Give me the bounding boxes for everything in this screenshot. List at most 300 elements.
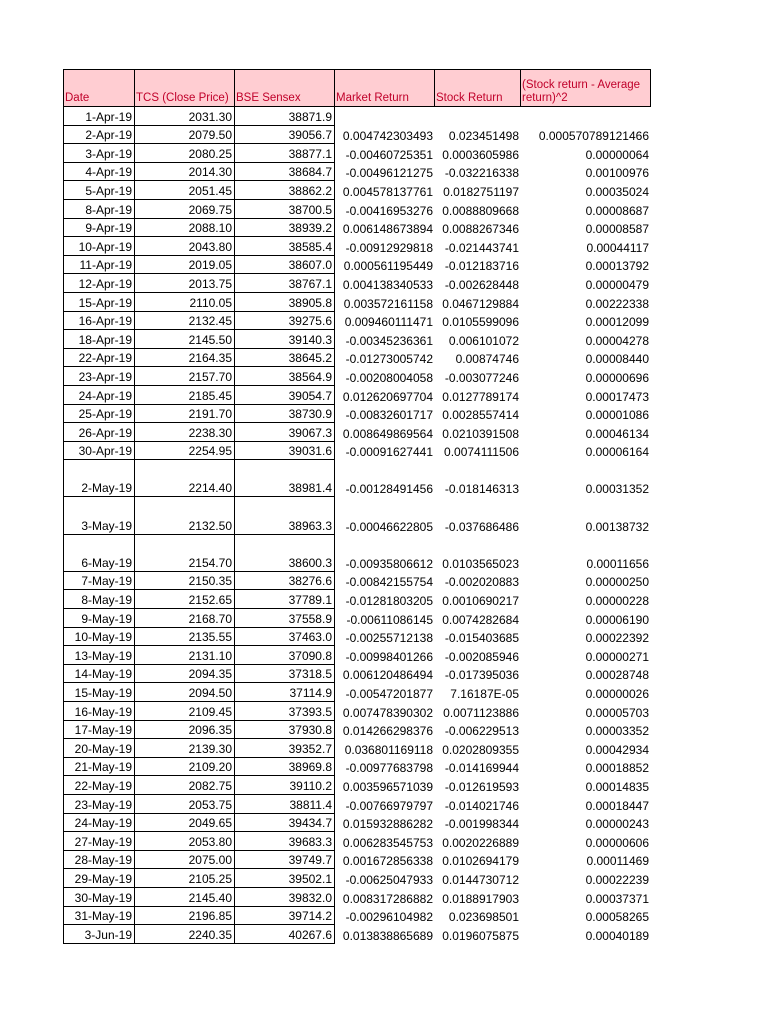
sensex-cell[interactable]: 39275.6 [235, 312, 335, 331]
tcs-close-cell[interactable]: 2105.25 [135, 869, 235, 888]
sensex-cell[interactable]: 39110.2 [235, 776, 335, 795]
stock-return-cell[interactable]: -0.014021746 [444, 798, 519, 813]
date-cell[interactable]: 26-Apr-19 [63, 423, 135, 442]
stock-return-cell[interactable]: 0.0020226889 [442, 835, 519, 850]
sensex-cell[interactable]: 38700.5 [235, 200, 335, 219]
stock-return-cell[interactable]: 0.0074282684 [442, 612, 519, 627]
squared-deviation-cell[interactable]: 0.00003352 [585, 724, 649, 739]
date-cell[interactable]: 10-May-19 [63, 628, 135, 647]
table-row [63, 330, 651, 349]
tcs-close-cell[interactable]: 2075.00 [135, 851, 235, 870]
squared-deviation-cell[interactable]: 0.00031352 [585, 482, 649, 497]
market-return-cell[interactable]: 0.004138340533 [342, 277, 433, 292]
sensex-cell[interactable]: 38871.9 [235, 107, 335, 126]
market-return-cell[interactable]: -0.00766979797 [345, 798, 433, 813]
table-row [63, 367, 651, 386]
table-row [63, 851, 651, 870]
date-cell[interactable]: 15-Apr-19 [63, 293, 135, 312]
stock-return-cell[interactable]: -0.002085946 [444, 649, 519, 664]
tcs-close-cell[interactable]: 2051.45 [135, 181, 235, 200]
tcs-close-cell[interactable]: 2110.05 [135, 293, 235, 312]
stock-return-cell[interactable]: -0.017395036 [444, 668, 519, 683]
tcs-close-cell[interactable]: 2096.35 [135, 721, 235, 740]
table-row [63, 683, 651, 702]
date-cell[interactable]: 23-May-19 [63, 795, 135, 814]
squared-deviation-cell[interactable]: 0.00000228 [585, 594, 649, 609]
table-body [63, 107, 651, 944]
sensex-cell[interactable]: 39683.3 [235, 832, 335, 851]
squared-deviation-cell[interactable]: 0.00001086 [585, 408, 649, 423]
stock-return-cell[interactable]: 0.0003605986 [442, 147, 519, 162]
stock-return-cell[interactable]: 0.023698501 [448, 910, 519, 925]
sensex-cell[interactable]: 37114.9 [235, 683, 335, 702]
date-cell[interactable]: 9-Apr-19 [63, 219, 135, 238]
tcs-close-cell[interactable]: 2109.45 [135, 702, 235, 721]
header-market-return[interactable]: Market Return [335, 69, 435, 107]
stock-return-cell[interactable]: 0.0105599096 [442, 315, 519, 330]
tcs-close-cell[interactable]: 2238.30 [135, 423, 235, 442]
table-row [63, 163, 651, 182]
market-return-cell[interactable]: -0.00046622805 [345, 519, 433, 534]
table-row [63, 869, 651, 888]
table-row [63, 293, 651, 312]
tcs-close-cell[interactable]: 2150.35 [135, 572, 235, 591]
sensex-cell[interactable]: 37318.5 [235, 665, 335, 684]
table-row [63, 423, 651, 442]
table-row [63, 144, 651, 163]
stock-return-cell[interactable]: 0.0202809355 [442, 742, 519, 757]
stock-return-cell[interactable]: 0.0088267346 [442, 222, 519, 237]
date-cell[interactable]: 29-May-19 [63, 869, 135, 888]
market-return-cell[interactable]: -0.01281803205 [345, 594, 433, 609]
sensex-cell[interactable]: 38939.2 [235, 219, 335, 238]
market-return-cell[interactable]: -0.00496121275 [345, 166, 433, 181]
squared-deviation-cell[interactable]: 0.00006164 [585, 445, 649, 460]
stock-return-cell[interactable]: 0.0127789174 [442, 389, 519, 404]
date-cell[interactable]: 3-May-19 [63, 497, 135, 534]
date-cell[interactable]: 25-Apr-19 [63, 405, 135, 424]
date-cell[interactable]: 22-Apr-19 [63, 349, 135, 368]
tcs-close-cell[interactable]: 2080.25 [135, 144, 235, 163]
tcs-close-cell[interactable]: 2088.10 [135, 219, 235, 238]
tcs-close-cell[interactable]: 2191.70 [135, 405, 235, 424]
market-return-cell[interactable]: -0.00296104982 [345, 910, 433, 925]
squared-deviation-cell[interactable]: 0.00000696 [585, 370, 649, 385]
stock-return-cell[interactable]: 0.0144730712 [442, 872, 519, 887]
date-cell[interactable]: 8-Apr-19 [63, 200, 135, 219]
stock-return-cell[interactable] [435, 107, 521, 126]
market-return-cell[interactable]: -0.00460725351 [345, 147, 433, 162]
squared-deviation-cell[interactable]: 0.00018852 [585, 761, 649, 776]
table-row [63, 312, 651, 331]
date-cell[interactable]: 6-May-19 [63, 535, 135, 572]
table-row [63, 107, 651, 126]
sensex-cell[interactable]: 39714.2 [235, 907, 335, 926]
table-row [63, 386, 651, 405]
sensex-cell[interactable]: 38684.7 [235, 163, 335, 182]
market-return-cell[interactable]: -0.00912929818 [345, 240, 433, 255]
date-cell[interactable]: 22-May-19 [63, 776, 135, 795]
tcs-close-cell[interactable]: 2069.75 [135, 200, 235, 219]
sensex-cell[interactable]: 39054.7 [235, 386, 335, 405]
tcs-close-cell[interactable]: 2019.05 [135, 256, 235, 275]
table-row [63, 200, 651, 219]
table-row [63, 814, 651, 833]
stock-return-cell[interactable]: -0.014169944 [444, 761, 519, 776]
squared-deviation-cell[interactable]: 0.00008440 [585, 352, 649, 367]
stock-return-cell[interactable]: 0.00874746 [455, 352, 519, 367]
market-return-cell[interactable]: -0.01273005742 [345, 352, 433, 367]
date-cell[interactable]: 16-May-19 [63, 702, 135, 721]
squared-deviation-cell[interactable]: 0.00000250 [585, 575, 649, 590]
market-return-cell[interactable]: 0.013838865689 [342, 928, 433, 943]
market-return-cell[interactable]: -0.00091627441 [345, 445, 433, 460]
date-cell[interactable]: 27-May-19 [63, 832, 135, 851]
stock-return-cell[interactable]: 0.023451498 [448, 129, 519, 144]
squared-deviation-cell[interactable]: 0.00011469 [586, 854, 649, 869]
date-cell[interactable]: 14-May-19 [63, 665, 135, 684]
market-return-cell[interactable]: -0.00345236361 [345, 333, 433, 348]
table-row [63, 758, 651, 777]
market-return-cell[interactable]: -0.00625047933 [345, 872, 433, 887]
date-cell[interactable]: 8-May-19 [63, 590, 135, 609]
sensex-cell[interactable]: 38730.9 [235, 405, 335, 424]
tcs-close-cell[interactable]: 2079.50 [135, 126, 235, 145]
squared-deviation-cell[interactable]: 0.00000026 [585, 687, 649, 701]
table-row [63, 256, 651, 275]
tcs-close-cell[interactable]: 2094.35 [135, 665, 235, 684]
tcs-close-cell[interactable]: 2132.50 [135, 497, 235, 534]
squared-deviation-cell[interactable]: 0.00000064 [585, 147, 649, 162]
squared-deviation-cell[interactable]: 0.00042934 [585, 742, 649, 757]
sensex-cell[interactable]: 37090.8 [235, 646, 335, 665]
stock-return-cell[interactable]: 7.16187E-05 [450, 687, 519, 701]
table-row [63, 442, 651, 461]
sensex-cell[interactable]: 39140.3 [235, 330, 335, 349]
header-tcs-close-price[interactable]: TCS (Close Price) [135, 69, 235, 107]
squared-deviation-cell[interactable]: 0.00028748 [585, 668, 649, 683]
market-return-cell[interactable]: 0.006283545753 [342, 835, 433, 850]
stock-return-cell[interactable]: 0.006101072 [448, 333, 519, 348]
squared-deviation-cell[interactable]: 0.00022239 [585, 872, 649, 887]
sensex-cell[interactable]: 38585.4 [235, 237, 335, 256]
tcs-close-cell[interactable]: 2131.10 [135, 646, 235, 665]
tcs-close-cell[interactable]: 2254.95 [135, 442, 235, 461]
stock-return-cell[interactable]: -0.015403685 [444, 631, 519, 646]
squared-deviation-cell[interactable]: 0.00012099 [585, 315, 649, 330]
sensex-cell[interactable]: 38811.4 [235, 795, 335, 814]
squared-deviation-cell[interactable]: 0.00017473 [585, 389, 649, 404]
table-row [63, 590, 651, 609]
table-row [63, 274, 651, 293]
market-return-cell[interactable]: -0.00128491456 [345, 482, 433, 497]
table-row [63, 925, 651, 944]
sensex-cell[interactable]: 38607.0 [235, 256, 335, 275]
sensex-cell[interactable]: 38645.2 [235, 349, 335, 368]
stock-return-cell[interactable]: 0.0103565023 [442, 556, 519, 571]
sensex-cell[interactable]: 38564.9 [235, 367, 335, 386]
market-return-cell[interactable]: -0.00842155754 [345, 575, 433, 590]
stock-return-cell[interactable]: -0.002020883 [444, 575, 519, 590]
tcs-close-cell[interactable]: 2014.30 [135, 163, 235, 182]
squared-deviation-cell[interactable]: 0.00000271 [585, 649, 649, 664]
stock-return-cell[interactable]: 0.0188917903 [442, 891, 519, 906]
sensex-cell[interactable]: 38877.1 [235, 144, 335, 163]
tcs-close-cell[interactable]: 2154.70 [135, 535, 235, 572]
date-cell[interactable]: 4-Apr-19 [63, 163, 135, 182]
date-cell[interactable]: 31-May-19 [63, 907, 135, 926]
squared-deviation-cell[interactable]: 0.00035024 [585, 184, 649, 199]
sensex-cell[interactable]: 39749.7 [235, 851, 335, 870]
market-return-cell[interactable]: 0.008649869564 [342, 426, 433, 441]
sensex-cell[interactable]: 38905.8 [235, 293, 335, 312]
date-cell[interactable]: 30-May-19 [63, 888, 135, 907]
table-row [63, 776, 651, 795]
tcs-close-cell[interactable]: 2082.75 [135, 776, 235, 795]
stock-return-cell[interactable]: -0.032216338 [444, 166, 519, 181]
table-row [63, 535, 651, 572]
squared-deviation-cell[interactable]: 0.00005703 [585, 705, 649, 720]
squared-deviation-cell[interactable]: 0.000570789121466 [538, 129, 649, 144]
tcs-close-cell[interactable]: 2185.45 [135, 386, 235, 405]
tcs-close-cell[interactable]: 2145.40 [135, 888, 235, 907]
table-row [63, 181, 651, 200]
stock-return-cell[interactable]: -0.012619593 [444, 779, 519, 794]
stock-return-cell[interactable]: -0.021443741 [444, 240, 519, 255]
sensex-cell[interactable]: 38767.1 [235, 274, 335, 293]
market-return-cell[interactable]: 0.036801169118 [344, 742, 433, 757]
date-cell[interactable]: 21-May-19 [63, 758, 135, 777]
sensex-cell[interactable]: 40267.6 [235, 925, 335, 944]
date-cell[interactable]: 9-May-19 [63, 609, 135, 628]
squared-deviation-cell[interactable]: 0.00044117 [586, 240, 649, 255]
squared-deviation-cell[interactable]: 0.00013792 [585, 259, 649, 274]
table-row [63, 907, 651, 926]
table-row [63, 721, 651, 740]
market-return-cell[interactable]: -0.00208004058 [345, 370, 433, 385]
tcs-close-cell[interactable]: 2053.75 [135, 795, 235, 814]
squared-deviation-cell[interactable]: 0.00008587 [585, 222, 649, 237]
stock-return-cell[interactable]: -0.003077246 [444, 370, 519, 385]
table-row [63, 702, 651, 721]
stock-return-cell[interactable]: 0.0010690217 [442, 594, 519, 609]
tcs-close-cell[interactable]: 2031.30 [135, 107, 235, 126]
stock-return-cell[interactable]: -0.001998344 [444, 817, 519, 832]
tcs-close-cell[interactable]: 2053.80 [135, 832, 235, 851]
market-return-cell[interactable]: -0.00832601717 [345, 408, 433, 423]
header-squared-deviation[interactable]: (Stock return - Average return)^2 [521, 69, 651, 107]
date-cell[interactable]: 24-Apr-19 [63, 386, 135, 405]
tcs-close-cell[interactable]: 2013.75 [135, 274, 235, 293]
market-return-cell[interactable]: -0.00416953276 [345, 203, 433, 218]
date-cell[interactable]: 5-Apr-19 [63, 181, 135, 200]
squared-deviation-cell[interactable]: 0.00000243 [585, 817, 649, 832]
sensex-cell[interactable]: 39067.3 [235, 423, 335, 442]
market-return-cell[interactable]: -0.00255712138 [345, 631, 433, 646]
sensex-cell[interactable]: 37463.0 [235, 628, 335, 647]
tcs-close-cell[interactable]: 2109.20 [135, 758, 235, 777]
table-row [63, 832, 651, 851]
market-return-cell[interactable]: 0.007478390302 [342, 705, 433, 720]
stock-return-cell[interactable]: 0.0210391508 [442, 426, 519, 441]
tcs-close-cell[interactable]: 2157.70 [135, 367, 235, 386]
spreadsheet-table [63, 69, 651, 944]
table-row [63, 126, 651, 145]
tcs-close-cell[interactable]: 2139.30 [135, 739, 235, 758]
date-cell[interactable]: 3-Jun-19 [63, 925, 135, 944]
market-return-cell[interactable]: 0.003596571039 [342, 779, 433, 794]
squared-deviation-cell[interactable]: 0.00004278 [585, 333, 649, 348]
sensex-cell[interactable]: 39502.1 [235, 869, 335, 888]
market-return-cell[interactable]: 0.014266298376 [342, 724, 433, 739]
market-return-cell[interactable]: -0.00935806612 [345, 556, 433, 571]
header-date[interactable]: Date [63, 69, 135, 107]
market-return-cell[interactable]: 0.000561195449 [343, 259, 433, 274]
tcs-close-cell[interactable]: 2145.50 [135, 330, 235, 349]
squared-deviation-cell[interactable]: 0.00022392 [585, 631, 649, 646]
date-cell[interactable]: 2-Apr-19 [63, 126, 135, 145]
sensex-cell[interactable]: 39031.6 [235, 442, 335, 461]
squared-deviation-cell[interactable]: 0.00138732 [585, 519, 649, 534]
tcs-close-cell[interactable]: 2043.80 [135, 237, 235, 256]
sensex-cell[interactable]: 38862.2 [235, 181, 335, 200]
market-return-cell[interactable]: -0.00998401266 [345, 649, 433, 664]
squared-deviation-cell[interactable] [521, 107, 651, 126]
market-return-cell[interactable]: 0.003572161158 [343, 296, 433, 311]
market-return-cell[interactable]: 0.015932886282 [342, 817, 433, 832]
market-return-cell[interactable] [335, 107, 435, 126]
sensex-cell[interactable]: 38969.8 [235, 758, 335, 777]
squared-deviation-cell[interactable]: 0.00008687 [585, 203, 649, 218]
tcs-close-cell[interactable]: 2152.65 [135, 590, 235, 609]
header-stock-return[interactable]: Stock Return [435, 69, 521, 107]
sensex-cell[interactable]: 39056.7 [235, 126, 335, 145]
stock-return-cell[interactable]: -0.002628448 [444, 277, 519, 292]
sensex-cell[interactable]: 37789.1 [235, 590, 335, 609]
tcs-close-cell[interactable]: 2049.65 [135, 814, 235, 833]
tcs-close-cell[interactable]: 2168.70 [135, 609, 235, 628]
date-cell[interactable]: 16-Apr-19 [63, 312, 135, 331]
sensex-cell[interactable]: 38981.4 [235, 460, 335, 497]
table-row [63, 646, 651, 665]
date-cell[interactable]: 24-May-19 [63, 814, 135, 833]
squared-deviation-cell[interactable]: 0.00037371 [585, 891, 649, 906]
table-row [63, 665, 651, 684]
stock-return-cell[interactable]: 0.0102694179 [442, 854, 519, 869]
tcs-close-cell[interactable]: 2240.35 [135, 925, 235, 944]
market-return-cell[interactable]: 0.006148673894 [342, 222, 433, 237]
stock-return-cell[interactable]: 0.0074111506 [444, 445, 519, 460]
tcs-close-cell[interactable]: 2214.40 [135, 460, 235, 497]
date-cell[interactable]: 20-May-19 [63, 739, 135, 758]
market-return-cell[interactable]: -0.00547201877 [345, 687, 433, 701]
market-return-cell[interactable]: -0.00977683798 [345, 761, 433, 776]
stock-return-cell[interactable]: -0.037686486 [444, 519, 519, 534]
squared-deviation-cell[interactable]: 0.00000606 [585, 835, 649, 850]
header-row [63, 69, 651, 107]
market-return-cell[interactable]: 0.012620697704 [342, 389, 433, 404]
sensex-cell[interactable]: 38600.3 [235, 535, 335, 572]
date-cell[interactable]: 30-Apr-19 [63, 442, 135, 461]
market-return-cell[interactable]: 0.001672856338 [342, 854, 433, 869]
table-row [63, 349, 651, 368]
market-return-cell[interactable]: 0.008317286882 [342, 891, 433, 906]
date-cell[interactable]: 11-Apr-19 [63, 256, 135, 275]
header-bse-sensex[interactable]: BSE Sensex [235, 69, 335, 107]
table-row [63, 237, 651, 256]
date-cell[interactable]: 7-May-19 [63, 572, 135, 591]
date-cell[interactable]: 3-Apr-19 [63, 144, 135, 163]
squared-deviation-cell[interactable]: 0.00040189 [585, 928, 649, 943]
table-row [63, 739, 651, 758]
date-cell[interactable]: 18-Apr-19 [63, 330, 135, 349]
stock-return-cell[interactable]: 0.0028557414 [442, 408, 519, 423]
tcs-close-cell[interactable]: 2196.85 [135, 907, 235, 926]
date-cell[interactable]: 1-Apr-19 [63, 107, 135, 126]
squared-deviation-cell[interactable]: 0.00100976 [585, 166, 649, 181]
stock-return-cell[interactable]: -0.006229513 [444, 724, 519, 739]
stock-return-cell[interactable]: -0.018146313 [444, 482, 519, 497]
market-return-cell[interactable]: 0.004742303493 [342, 129, 433, 144]
sensex-cell[interactable]: 37558.9 [235, 609, 335, 628]
squared-deviation-cell[interactable]: 0.00058265 [585, 910, 649, 925]
squared-deviation-cell[interactable]: 0.00018447 [585, 798, 649, 813]
stock-return-cell[interactable]: 0.0071123886 [443, 705, 519, 720]
date-cell[interactable]: 15-May-19 [63, 683, 135, 702]
date-cell[interactable]: 12-Apr-19 [63, 274, 135, 293]
sensex-cell[interactable]: 38276.6 [235, 572, 335, 591]
table-row [63, 572, 651, 591]
stock-return-cell[interactable]: 0.0088809668 [442, 203, 519, 218]
squared-deviation-cell[interactable]: 0.00011656 [586, 556, 649, 571]
table-row [63, 628, 651, 647]
table-row [63, 609, 651, 628]
market-return-cell[interactable]: -0.00611086145 [346, 612, 433, 627]
table-row [63, 795, 651, 814]
squared-deviation-cell[interactable]: 0.00006190 [585, 612, 649, 627]
sensex-cell[interactable]: 39352.7 [235, 739, 335, 758]
date-cell[interactable]: 28-May-19 [63, 851, 135, 870]
sensex-cell[interactable]: 37930.8 [235, 721, 335, 740]
sensex-cell[interactable]: 39434.7 [235, 814, 335, 833]
date-cell[interactable]: 17-May-19 [63, 721, 135, 740]
date-cell[interactable]: 13-May-19 [63, 646, 135, 665]
market-return-cell[interactable]: 0.006120486494 [342, 668, 433, 683]
date-cell[interactable]: 23-Apr-19 [63, 367, 135, 386]
sensex-cell[interactable]: 38963.3 [235, 497, 335, 534]
table-row [63, 219, 651, 238]
stock-return-cell[interactable]: 0.0467129884 [442, 296, 519, 311]
tcs-close-cell[interactable]: 2164.35 [135, 349, 235, 368]
sensex-cell[interactable]: 39832.0 [235, 888, 335, 907]
date-cell[interactable]: 10-Apr-19 [63, 237, 135, 256]
tcs-close-cell[interactable]: 2135.55 [135, 628, 235, 647]
stock-return-cell[interactable]: 0.0182751197 [443, 184, 519, 199]
market-return-cell[interactable]: 0.004578137761 [342, 184, 433, 199]
table-row [63, 497, 651, 534]
market-return-cell[interactable]: 0.009460111471 [344, 315, 433, 330]
stock-return-cell[interactable]: -0.012183716 [444, 259, 519, 274]
squared-deviation-cell[interactable]: 0.00222338 [585, 296, 649, 311]
tcs-close-cell[interactable]: 2132.45 [135, 312, 235, 331]
stock-return-cell[interactable]: 0.0196075875 [442, 928, 519, 943]
squared-deviation-cell[interactable]: 0.00046134 [585, 426, 649, 441]
date-cell[interactable]: 2-May-19 [63, 460, 135, 497]
sensex-cell[interactable]: 37393.5 [235, 702, 335, 721]
squared-deviation-cell[interactable]: 0.00000479 [585, 277, 649, 292]
squared-deviation-cell[interactable]: 0.00014835 [585, 779, 649, 794]
tcs-close-cell[interactable]: 2094.50 [135, 683, 235, 702]
